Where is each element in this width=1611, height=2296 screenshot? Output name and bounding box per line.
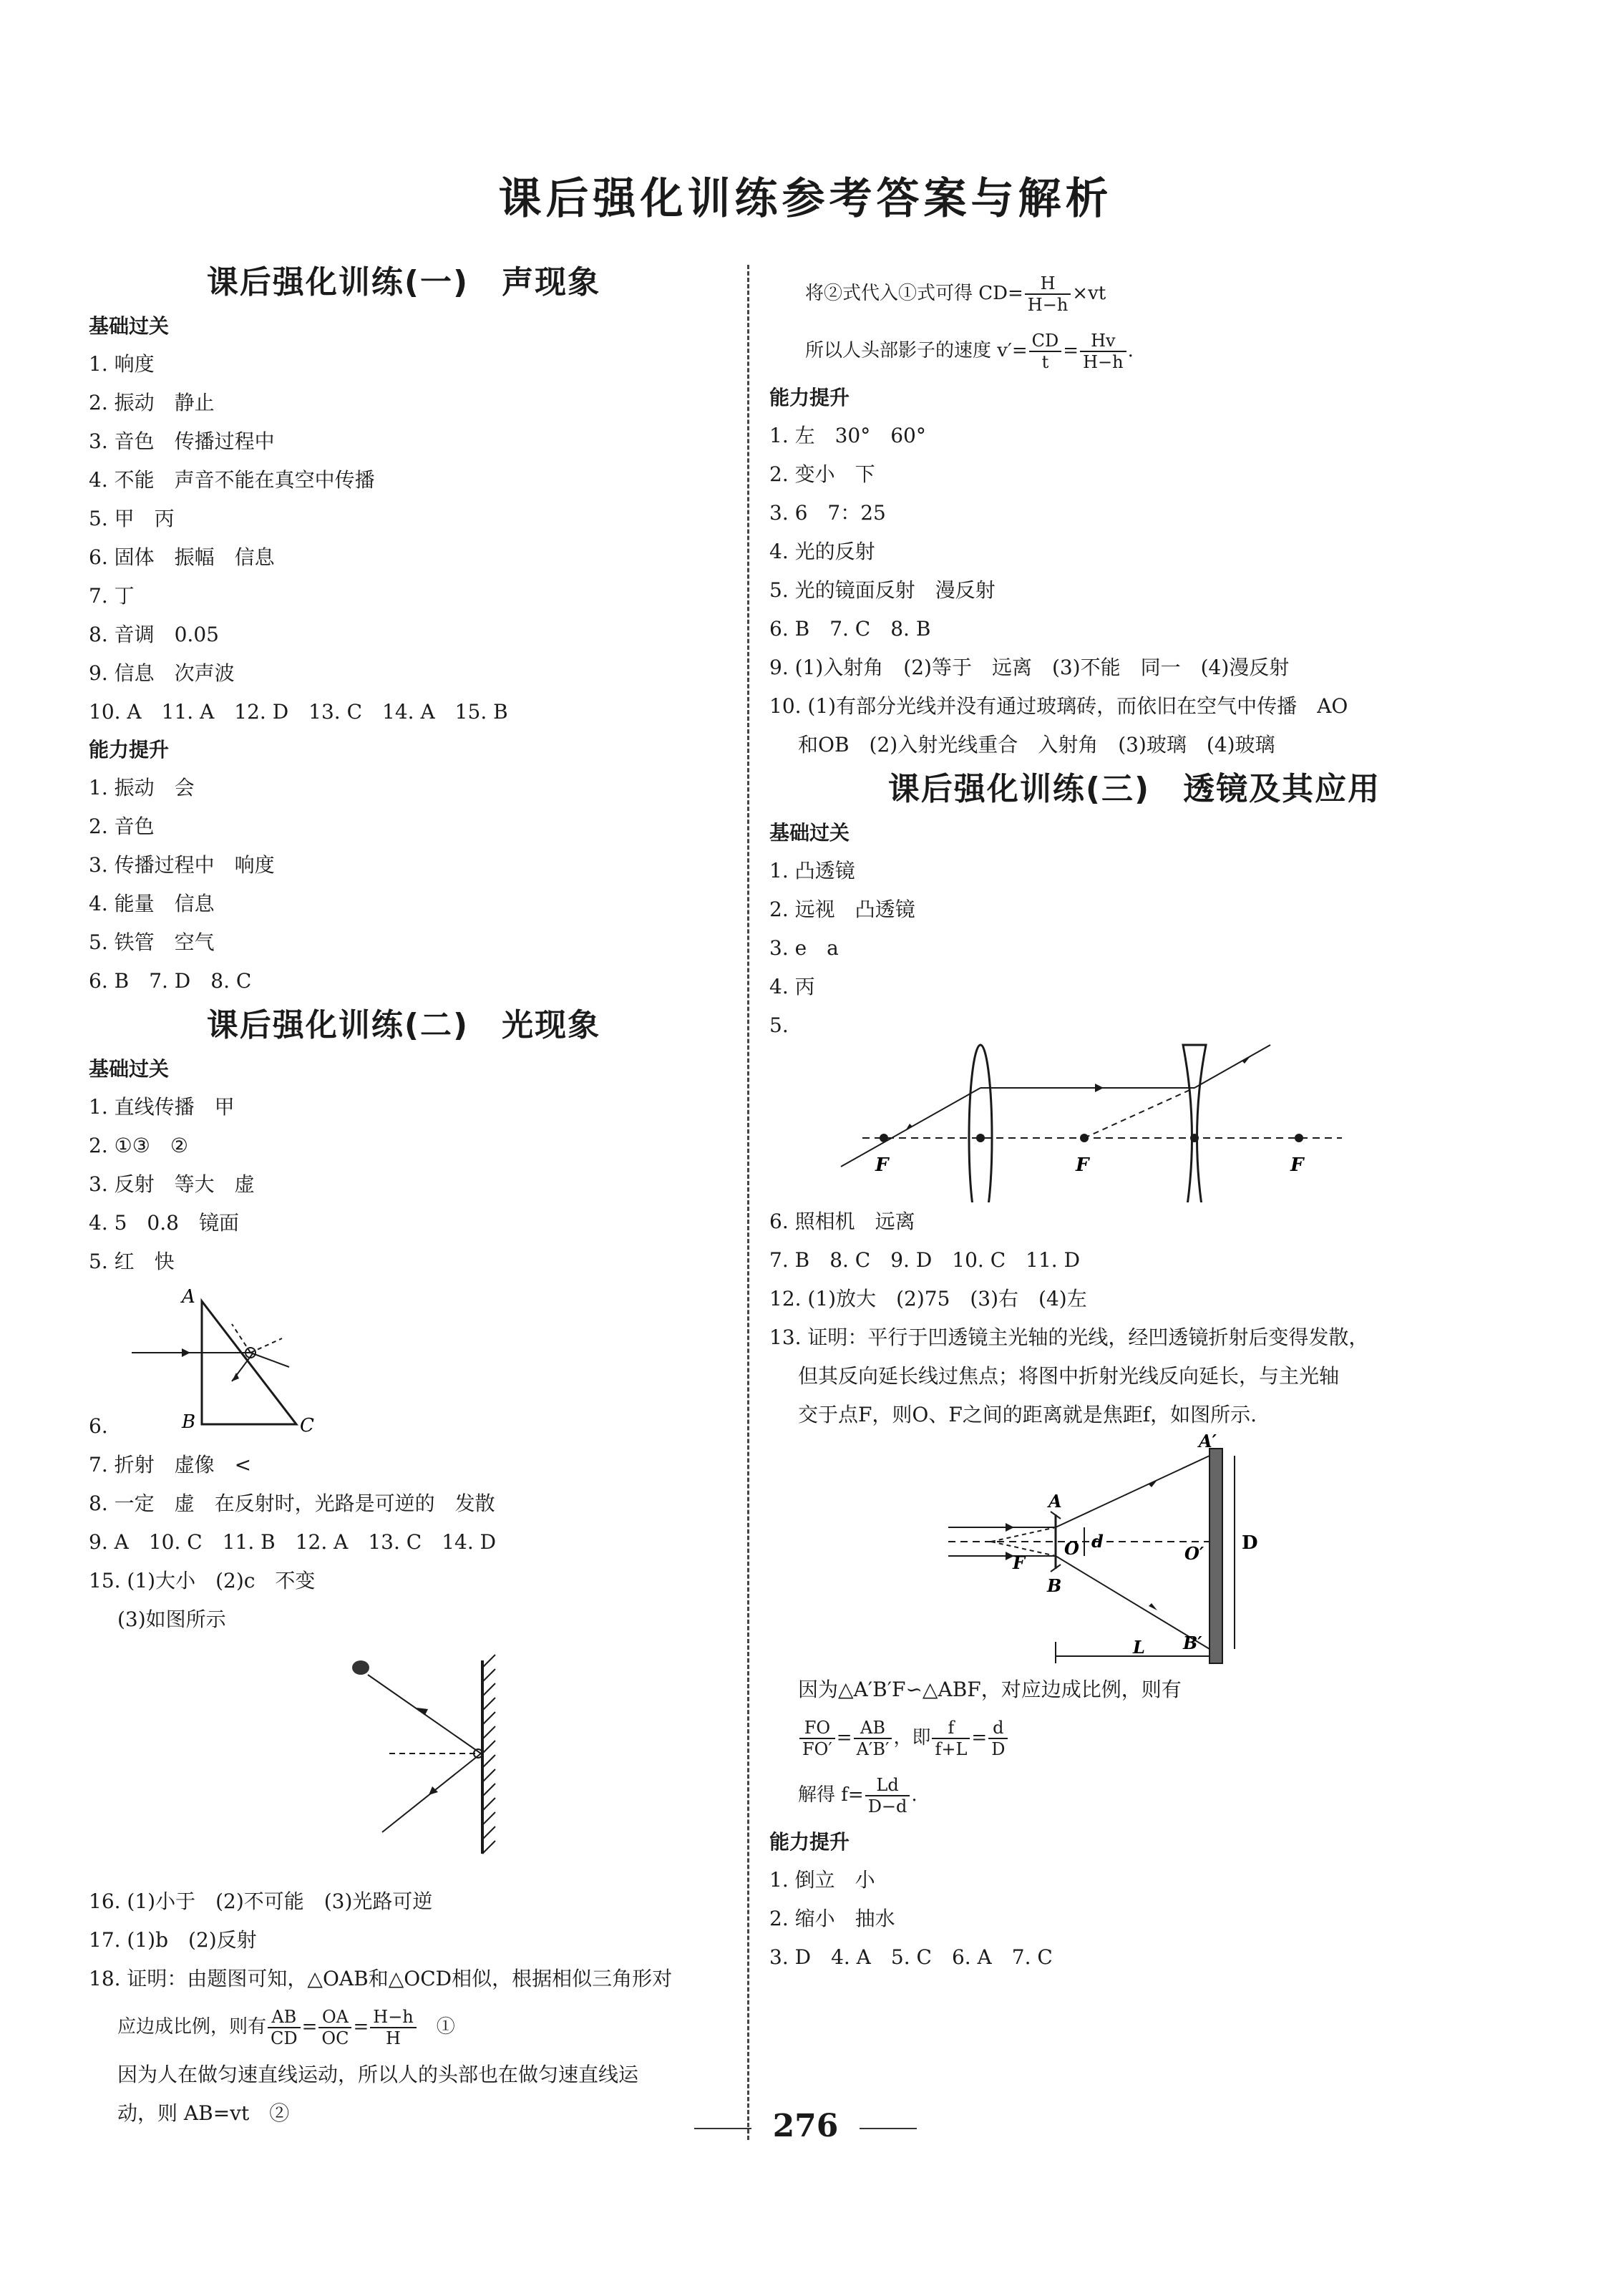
fig5-label-f1: F — [875, 1154, 889, 1176]
list-item: 7. 丁 — [89, 584, 135, 608]
subheading-basic-3: 基础过关 — [769, 821, 850, 845]
section-heading-2: 课后强化训练(二) 光现象 — [206, 1007, 601, 1044]
list-item: 2. 变小 下 — [769, 462, 875, 486]
fig5-label-f3: F — [1290, 1154, 1304, 1176]
list-item: 2. 音色 — [89, 814, 155, 838]
list-item: 4. 5 0.8 镜面 — [89, 1211, 239, 1235]
list-item: 3. 反射 等大 虚 — [89, 1172, 255, 1196]
proof-q18-line1: 18. 证明：由题图可知，△OAB和△OCD相似，根据相似三角形对 — [89, 1967, 673, 1990]
list-item: 2. ①③ ② — [89, 1134, 188, 1157]
figure-q15-mirror — [89, 1639, 719, 1882]
answer-list-s1-advanced — [89, 769, 719, 1001]
answer-list-s1-basic — [89, 345, 719, 731]
list-item: 17. (1)b (2)反射 — [89, 1928, 257, 1952]
fig6-label-c: C — [300, 1415, 314, 1436]
list-item: 3. 音色 传播过程中 — [89, 429, 275, 453]
list-item: 1. 倒立 小 — [769, 1868, 875, 1892]
section-heading-1: 课后强化训练(一) 声现象 — [206, 264, 601, 301]
right-column — [769, 265, 1499, 1977]
list-item: 15. (1)大小 (2)c 不变 — [89, 1569, 316, 1592]
list-item: 8. 一定 虚 在反射时，光路是可逆的 发散 — [89, 1492, 495, 1515]
subheading-basic-2: 基础过关 — [89, 1057, 170, 1081]
list-item: 12. (1)放大 (2)75 (3)右 (4)左 — [769, 1287, 1087, 1310]
page-title: 课后强化训练参考答案与解析 — [498, 174, 1113, 224]
list-item: 5. 铁管 空气 — [89, 930, 215, 954]
list-item: 16. (1)小于 (2)不可能 (3)光路可逆 — [89, 1889, 433, 1913]
proof-q13-line2: 但其反向延长线过焦点；将图中折射光线反向延长，与主光轴 — [798, 1364, 1340, 1388]
list-item: 1. 响度 — [89, 352, 155, 376]
list-item: 10. (1)有部分光线并没有通过玻璃砖，而依旧在空气中传播 AO — [769, 694, 1348, 718]
list-item: 4. 能量 信息 — [89, 892, 215, 915]
list-item: 2. 远视 凸透镜 — [769, 898, 915, 921]
list-item: 5. 甲 丙 — [89, 507, 175, 530]
list-item: 3. D 4. A 5. C 6. A 7. C — [769, 1945, 1053, 1969]
figure-q6 — [89, 1281, 719, 1446]
fig13-label-o1: O′ — [1184, 1543, 1204, 1564]
fig13-label-D: D — [1242, 1532, 1258, 1554]
list-item: 6. B 7. C 8. B — [769, 617, 931, 641]
list-item: 和OB (2)入射光线重合 入射角 (3)玻璃 (4)玻璃 — [798, 733, 1275, 757]
proof-q13-equation: $\frac{FO}{FO'}$ = $\frac{AB}{A'B'}$ ，即 $\frac{f}{f+L}$ = $\frac{d}{D}$ — [769, 1709, 1499, 1766]
eye-icon — [352, 1660, 369, 1675]
list-item: 4. 光的反射 — [769, 540, 875, 563]
list-item: 6. — [89, 1414, 108, 1438]
fig13-label-o: O — [1064, 1538, 1079, 1559]
fig13-label-b1: B′ — [1183, 1633, 1202, 1653]
list-item: 3. e a — [769, 936, 839, 960]
subheading-advanced-1: 能力提升 — [89, 738, 170, 762]
fig6-label-b: B — [182, 1411, 196, 1433]
proof-q13-line1: 13. 证明：平行于凹透镜主光轴的光线，经凹透镜折射后变得发散， — [769, 1325, 1369, 1349]
proof-q13-line4: 因为△A′B′F∽△ABF，对应边成比例，则有 — [798, 1678, 1182, 1701]
fig5-label-f2: F — [1076, 1154, 1089, 1176]
list-item: 2. 缩小 抽水 — [769, 1907, 895, 1930]
prism-diagram — [110, 1281, 325, 1446]
list-item: 5. — [769, 1013, 789, 1037]
list-item: 10. A 11. A 12. D 13. C 14. A 15. B — [89, 700, 508, 724]
fig6-label-a: A — [182, 1286, 195, 1308]
list-item: 8. 音调 0.05 — [89, 623, 219, 646]
fig13-label-b: B — [1047, 1575, 1062, 1596]
fig13-label-l: L — [1133, 1637, 1145, 1658]
proof-q18-line5: 将②式代入①式可得 CD= $\frac{H}{H-h}$ ×vt — [805, 273, 1106, 315]
list-item: 6. 照相机 远离 — [769, 1210, 915, 1233]
page-number: 276 — [0, 2108, 1611, 2144]
proof-q13-solution: 解得 f= $\frac{Ld}{D-d}$ . — [798, 1775, 918, 1816]
proof-q18-equation: 应边成比例，则有 $\frac{AB}{CD}$ = $\frac{OA}{OC}$ = $\frac{H-h}{H}$ ① — [117, 2007, 455, 2048]
list-item: 7. B 8. C 9. D 10. C 11. D — [769, 1248, 1081, 1272]
figure-q5-lenses — [769, 1023, 1485, 1202]
list-item: 1. 左 30° 60° — [769, 424, 926, 447]
fig13-label-a1: A′ — [1199, 1434, 1217, 1451]
proof-q18-line4: 动，则 AB=vt ② — [117, 2101, 290, 2125]
list-item: 4. 不能 声音不能在真空中传播 — [89, 468, 375, 492]
left-column — [89, 258, 719, 2133]
list-item: 4. 丙 — [769, 975, 815, 998]
list-item: 5. 红 快 — [89, 1250, 175, 1273]
fig13-label-d: d — [1091, 1531, 1104, 1552]
list-item: 1. 凸透镜 — [769, 859, 855, 882]
list-item: 9. 信息 次声波 — [89, 661, 235, 685]
list-item: 2. 振动 静止 — [89, 391, 215, 414]
list-item: (3)如图所示 — [117, 1607, 226, 1631]
subheading-basic-1: 基础过关 — [89, 314, 170, 338]
subheading-advanced-2: 能力提升 — [769, 386, 850, 409]
list-item: 6. B 7. D 8. C — [89, 969, 252, 993]
list-item: 5. 光的镜面反射 漫反射 — [769, 578, 996, 602]
subheading-advanced-3: 能力提升 — [769, 1830, 850, 1854]
figure-q13-diagram — [769, 1434, 1485, 1670]
list-item: 9. A 10. C 11. B 12. A 13. C 14. D — [89, 1530, 497, 1554]
list-item: 1. 直线传播 甲 — [89, 1095, 235, 1119]
proof-q13-line3: 交于点F，则O、F之间的距离就是焦距f，如图所示. — [798, 1403, 1257, 1426]
list-item: 1. 振动 会 — [89, 776, 195, 799]
proof-q18-line6: 所以人头部影子的速度 v′= $\frac{CD}{t}$ = $\frac{Hv}{H-h}$ . — [805, 331, 1134, 372]
list-item: 3. 传播过程中 响度 — [89, 853, 275, 877]
list-item: 6. 固体 振幅 信息 — [89, 545, 275, 569]
section-heading-3: 课后强化训练(三) 透镜及其应用 — [887, 771, 1381, 807]
fig13-label-f: F — [1013, 1552, 1026, 1573]
list-item: 7. 折射 虚像 < — [89, 1453, 252, 1477]
fig13-label-a: A — [1048, 1491, 1062, 1512]
proof-q18-line3: 因为人在做匀速直线运动，所以人的头部也在做匀速直线运 — [117, 2063, 639, 2086]
list-item: 3. 6 7：25 — [769, 501, 886, 525]
column-divider — [747, 265, 749, 2140]
list-item: 9. (1)入射角 (2)等于 远离 (3)不能 同一 (4)漫反射 — [769, 656, 1290, 679]
